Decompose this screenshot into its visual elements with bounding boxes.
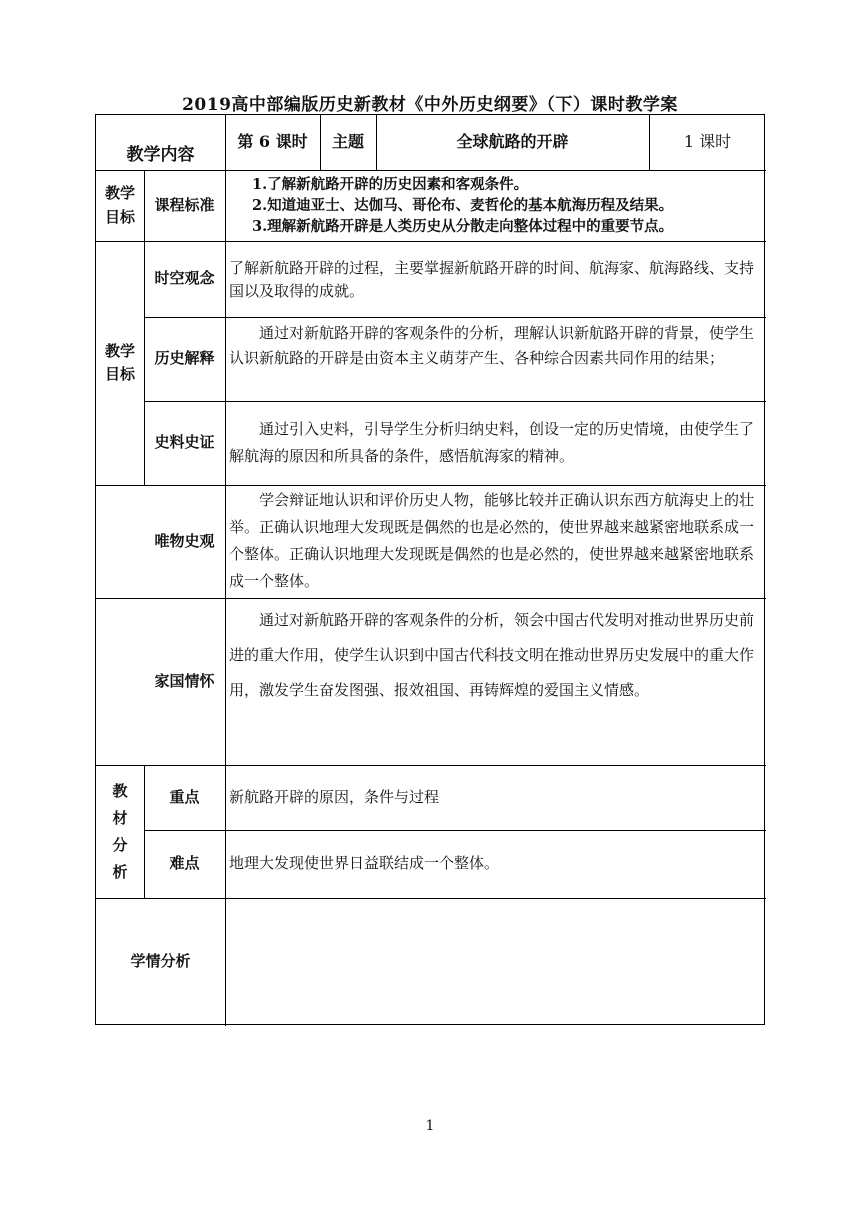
standard-item: 2.知道迪亚士、达伽马、哥伦布、麦哲伦的基本航海历程及结果。 (252, 197, 674, 214)
standard-item: 1.了解新航路开辟的历史因素和客观条件。 (252, 176, 529, 193)
historical-interpretation-text: 通过对新航路开辟的客观条件的分析，理解认识新航路开辟的背景，使学生认识新航路的开辟是由资本主义萌芽产生、各种综合因素共同作用的结果； (229, 324, 755, 367)
source-evidence-text: 通过引入史料，引导学生分析归纳史料，创设一定的历史情境，由使学生了解航海的原因和所具备的条件，感悟航海家的精神。 (229, 420, 755, 465)
spacetime-concept-label: 时空观念 (154, 269, 215, 288)
row-divider (144, 401, 766, 402)
page-number: 1 (425, 1118, 435, 1134)
document-title: 2019高中部编版历史新教材《中外历史纲要》（下）课时教学案 (182, 95, 678, 115)
lesson-plan-table (95, 114, 765, 1025)
curriculum-standards-list (252, 174, 764, 240)
patriotism-text: 通过对新航路开辟的客观条件的分析，领会中国古代发明对推动世界历史前进的重大作用，使学生认识到中国古代科技文明在推动世界历史发展中的重大作用，激发学生奋发图强、报效祖国、再铸辉煌的爱国主义情感。 (229, 611, 755, 699)
spacetime-concept-text: 了解新航路开辟的过程，主要掌握新航路开辟的时间、航海家、航海路线、支持国以及取得的成就。 (229, 259, 755, 301)
row-divider (144, 317, 766, 318)
difficulties-label: 难点 (169, 854, 200, 873)
teaching-goals-label: 教学目标 (104, 341, 135, 383)
topic-title: 全球航路的开辟 (456, 132, 569, 152)
historical-materialism-text: 学会辩证地认识和评价历史人物，能够比较并正确认识东西方航海史上的壮举。正确认识地理大发现既是偶然的也是必然的，使世界越来越紧密地联系成一个整体。正确认识地理大发现既是偶然的也是必然的，使世界越来越紧密地联系成一个整体。 (229, 491, 755, 590)
key-points-label: 重点 (169, 787, 200, 806)
student-analysis-label: 学情分析 (130, 952, 191, 971)
student-analysis-text[interactable] (229, 902, 763, 1022)
column-divider (225, 170, 226, 1026)
source-evidence-label: 史料史证 (154, 433, 215, 452)
textbook-analysis-label: 教材分析 (112, 781, 128, 881)
historical-interpretation-label: 历史解释 (154, 349, 215, 368)
difficulties-text: 地理大发现使世界日益联结成一个整体。 (229, 854, 500, 873)
patriotism-label: 家国情怀 (154, 671, 215, 690)
lesson-number: 第 6 课时 (237, 132, 308, 152)
key-points-text: 新航路开辟的原因，条件与过程 (229, 787, 440, 806)
lesson-duration: 1 课时 (683, 132, 732, 152)
historical-materialism-label: 唯物史观 (154, 531, 215, 550)
teaching-goals-label: 教学目标 (104, 184, 135, 226)
curriculum-standards-label: 课程标准 (154, 195, 215, 214)
standard-item: 3.理解新航路开辟是人类历史从分散走向整体过程中的重要节点。 (252, 218, 674, 235)
teaching-content-label: 教学内容 (126, 144, 195, 165)
topic-label: 主题 (331, 132, 364, 152)
